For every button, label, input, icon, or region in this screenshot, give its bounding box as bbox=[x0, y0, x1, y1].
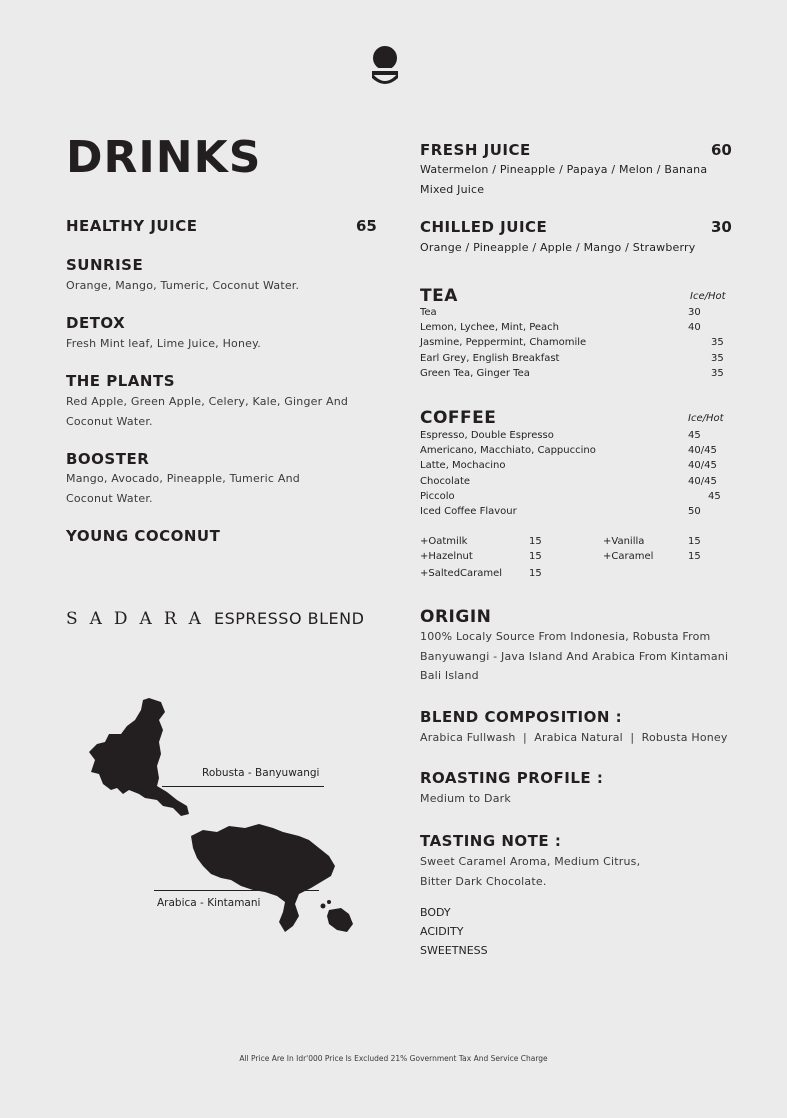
coffee-item-price: 45 bbox=[708, 490, 721, 502]
list-item bbox=[420, 474, 740, 489]
body-scale bbox=[420, 906, 451, 919]
coffee-item-name: Americano, Macchiato, Cappuccino bbox=[420, 445, 596, 457]
chilled-juice-heading: CHILLED JUICE bbox=[420, 218, 548, 236]
detox-desc: Fresh Mint leaf, Lime Juice, Honey. bbox=[66, 337, 261, 350]
tasting-desc: Sweet Caramel Aroma, Medium Citrus, Bitter Dark Chocolate. bbox=[420, 855, 641, 888]
addon-price: 15 bbox=[688, 536, 701, 547]
composition-heading: BLEND COMPOSITION : bbox=[420, 708, 623, 726]
addon-name: +Vanilla bbox=[603, 536, 645, 547]
sunrise-desc: Orange, Mango, Tumeric, Coconut Water. bbox=[66, 279, 300, 292]
acidity-scale bbox=[420, 925, 463, 938]
list-item bbox=[420, 351, 740, 366]
roasting-heading: ROASTING PROFILE : bbox=[420, 769, 604, 787]
tea-item-name: Tea bbox=[420, 307, 437, 318]
chilled-juice-desc: Orange / Pineapple / Apple / Mango / Strawberry bbox=[420, 241, 696, 254]
tea-heading: TEA bbox=[420, 286, 458, 306]
coffee-ice-hot-label: Ice/Hot bbox=[688, 413, 724, 424]
coffee-item-price: 40/45 bbox=[688, 445, 717, 457]
roasting-desc: Medium to Dark bbox=[420, 792, 511, 805]
tasting-heading: TASTING NOTE : bbox=[420, 832, 562, 850]
coffee-item-name: Piccolo bbox=[420, 490, 455, 502]
list-item bbox=[420, 366, 740, 381]
list-item bbox=[420, 489, 740, 504]
coffee-list bbox=[420, 428, 740, 519]
booster-name: BOOSTER bbox=[66, 450, 150, 468]
composition-desc: Arabica Fullwash | Arabica Natural | Robusta Honey bbox=[420, 731, 728, 744]
coffee-item-name: Latte, Mochacino bbox=[420, 460, 506, 472]
tea-item-price: 35 bbox=[711, 352, 724, 364]
addon-name: +Caramel bbox=[603, 551, 654, 563]
page-title: DRINKS bbox=[66, 132, 262, 183]
fresh-juice-desc: Watermelon / Pineapple / Papaya / Melon / Banana Mixed Juice bbox=[420, 163, 708, 196]
addon-price: 15 bbox=[529, 536, 542, 547]
addon-price: 15 bbox=[529, 551, 542, 563]
the-plants-desc: Red Apple, Green Apple, Celery, Kale, Ginger And Coconut Water. bbox=[66, 395, 349, 428]
arabica-origin-label: Arabica - Kintamani bbox=[157, 897, 261, 909]
tea-item-name: Jasmine, Peppermint, Chamomile bbox=[420, 337, 587, 349]
scale-label: ACIDITY bbox=[420, 925, 464, 938]
list-item bbox=[420, 534, 740, 549]
sweetness-scale bbox=[420, 944, 488, 957]
healthy-juice-price: 65 bbox=[356, 217, 377, 235]
tea-item-price: 35 bbox=[711, 337, 724, 349]
robusta-leader-line bbox=[162, 786, 324, 787]
addon-name: +Oatmilk bbox=[420, 536, 468, 547]
tea-item-price: 40 bbox=[688, 322, 701, 334]
list-item bbox=[420, 335, 740, 350]
brand-wordmark: SADARA bbox=[66, 609, 213, 629]
sunrise-name: SUNRISE bbox=[66, 256, 144, 274]
tea-item-name: Earl Grey, English Breakfast bbox=[420, 352, 560, 364]
scale-label: SWEETNESS bbox=[420, 944, 488, 957]
addon-name: +SaltedCaramel bbox=[420, 567, 503, 579]
bali-island-shape bbox=[191, 824, 335, 932]
list-item bbox=[420, 566, 740, 581]
booster-desc: Mango, Avocado, Pineapple, Tumeric And Coconut Water. bbox=[66, 472, 300, 505]
coffee-item-name: Chocolate bbox=[420, 475, 471, 487]
list-item bbox=[420, 504, 740, 519]
chilled-juice-price: 30 bbox=[711, 218, 732, 236]
origin-desc: 100% Localy Source From Indonesia, Robusta From Banyuwangi - Java Island And Arabica From Kintamani Bali Island bbox=[420, 630, 729, 682]
coffee-item-name: Iced Coffee Flavour bbox=[420, 505, 517, 517]
coffee-item-price: 45 bbox=[688, 430, 701, 441]
list-item bbox=[420, 305, 740, 320]
the-plants-name: THE PLANTS bbox=[66, 372, 176, 390]
fresh-juice-price: 60 bbox=[711, 141, 732, 159]
tea-item-price: 30 bbox=[688, 307, 701, 318]
price-disclaimer: All Price Are In Idr'000 Price Is Excluded 21% Government Tax And Service Charge bbox=[239, 1054, 548, 1063]
addon-name: +Hazelnut bbox=[420, 551, 473, 563]
coffee-item-price: 40/45 bbox=[688, 460, 717, 472]
fresh-juice-heading: FRESH JUICE bbox=[420, 141, 531, 159]
list-item bbox=[420, 443, 740, 458]
coffee-item-name: Espresso, Double Espresso bbox=[420, 430, 554, 441]
coffee-item-price: 50 bbox=[688, 505, 701, 517]
robusta-origin-label: Robusta - Banyuwangi bbox=[202, 767, 320, 779]
tea-list bbox=[420, 305, 740, 381]
tea-item-name: Green Tea, Ginger Tea bbox=[420, 367, 530, 379]
addon-price: 15 bbox=[688, 551, 701, 563]
scale-label: BODY bbox=[420, 906, 451, 919]
list-item bbox=[420, 428, 740, 443]
tea-item-price: 35 bbox=[711, 367, 724, 379]
nusa-penida-shape bbox=[327, 908, 353, 932]
coffee-addons bbox=[420, 534, 740, 582]
tea-ice-hot-label: Ice/Hot bbox=[690, 291, 726, 302]
list-item bbox=[420, 458, 740, 473]
coffee-heading: COFFEE bbox=[420, 408, 497, 428]
detox-name: DETOX bbox=[66, 314, 126, 332]
origin-heading: ORIGIN bbox=[420, 607, 492, 627]
list-item bbox=[420, 320, 740, 335]
young-coconut-name: YOUNG COCONUT bbox=[66, 527, 221, 545]
arabica-leader-line bbox=[154, 890, 319, 891]
coffee-item-price: 40/45 bbox=[688, 475, 717, 487]
addon-price: 15 bbox=[529, 567, 542, 579]
tea-item-name: Lemon, Lychee, Mint, Peach bbox=[420, 322, 559, 334]
healthy-juice-heading: HEALTHY JUICE bbox=[66, 217, 198, 235]
java-island-shape bbox=[89, 698, 189, 816]
brand-logo-icon bbox=[370, 45, 400, 85]
blend-title: ESPRESSO BLEND bbox=[214, 609, 365, 628]
list-item bbox=[420, 549, 740, 564]
